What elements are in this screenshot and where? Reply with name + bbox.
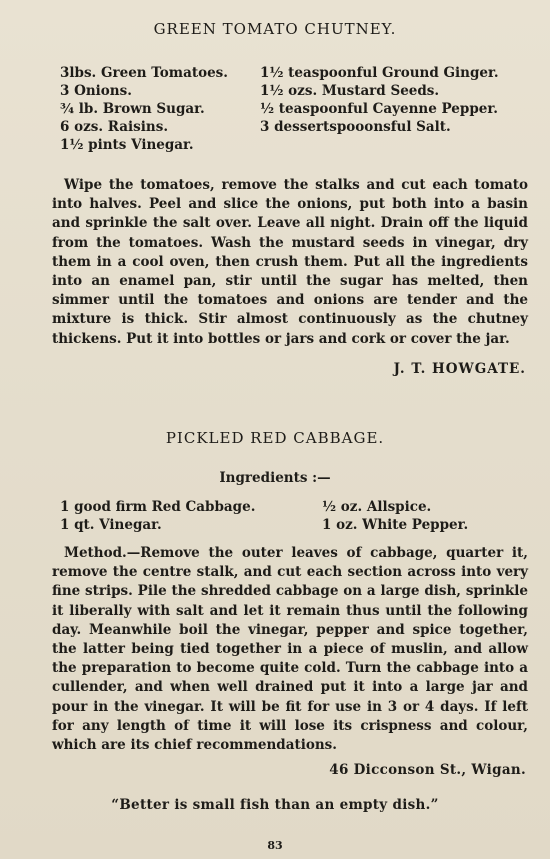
recipe-title-pickled-red-cabbage: PICKLED RED CABBAGE. <box>165 429 385 447</box>
recipe-method-paragraph <box>52 176 528 349</box>
page-number: 83 <box>267 839 283 852</box>
recipe-title-green-tomato-chutney: GREEN TOMATO CHUTNEY. <box>153 20 397 38</box>
ingredient-item: ½ teaspoonful Cayenne Pepper. <box>260 101 498 117</box>
method-text: Method.—Remove the outer leaves of cabbage, quarter it, remove the centre stalk, and cut each section across into very fine strips. Pile the shredded cabbage on a large dish, sprinkle it liberally with salt and let it remain thus until the following day. Meanwhile boil the vinegar, pepper and spice together, the latter being tied together in a piece of muslin, and allow the preparation to become quite cold. Turn the cabbage into a cullender, and when well drained put it into a large jar and pour in the vinegar. It will be fit for use in 3 or 4 days. If left for any length of time it will lose its crispness and colour, which are its chief recommendations. <box>52 545 528 754</box>
ingredient-item: 3 dessertspooonsful Salt. <box>260 119 451 135</box>
ingredients-right-column <box>260 64 499 136</box>
ingredients-left-column <box>60 64 228 154</box>
ingredients-right-column <box>322 498 468 534</box>
ingredients-left-column <box>60 498 255 534</box>
ingredient-item: 1 good firm Red Cabbage. <box>60 499 256 515</box>
ingredient-item: ¾ lb. Brown Sugar. <box>60 101 205 117</box>
ingredient-item: 1 qt. Vinegar. <box>60 517 162 533</box>
ingredient-item: 1½ teaspoonful Ground Ginger. <box>260 65 499 81</box>
recipe-method-paragraph <box>52 544 528 755</box>
ingredient-item: 3 Onions. <box>60 83 132 99</box>
closing-quote: “Better is small fish than an empty dish.” <box>111 797 439 813</box>
ingredient-item: 3lbs. Green Tomatoes. <box>60 65 228 81</box>
method-text: Wipe the tomatoes, remove the stalks and cut each tomato into halves. Peel and slice the onions, put both into a basin and sprinkle the salt over. Leave all night. Drain off the liquid from the tomatoes. Wash the mustard seeds in vinegar, dry them in a cool oven, then crush them. Put all the ingredients into an enamel pan, stir until the sugar has melted, then simmer until the tomatoes and onions are tender and the mixture is thick. Stir almost continuously as the chutney thickens. Put it into bottles or jars and cork or cover the jar. <box>52 177 528 347</box>
ingredient-item: 1½ pints Vinegar. <box>60 137 194 153</box>
ingredient-item: 1 oz. White Pepper. <box>322 517 469 533</box>
ingredient-item: ½ oz. Allspice. <box>322 499 432 515</box>
ingredient-item: 1½ ozs. Mustard Seeds. <box>260 83 440 99</box>
recipe-author: J. T. HOWGATE. <box>393 361 526 377</box>
recipe-address: 46 Dicconson St., Wigan. <box>329 762 526 778</box>
ingredients-heading: Ingredients :— <box>219 470 331 486</box>
ingredient-item: 6 ozs. Raisins. <box>60 119 169 135</box>
